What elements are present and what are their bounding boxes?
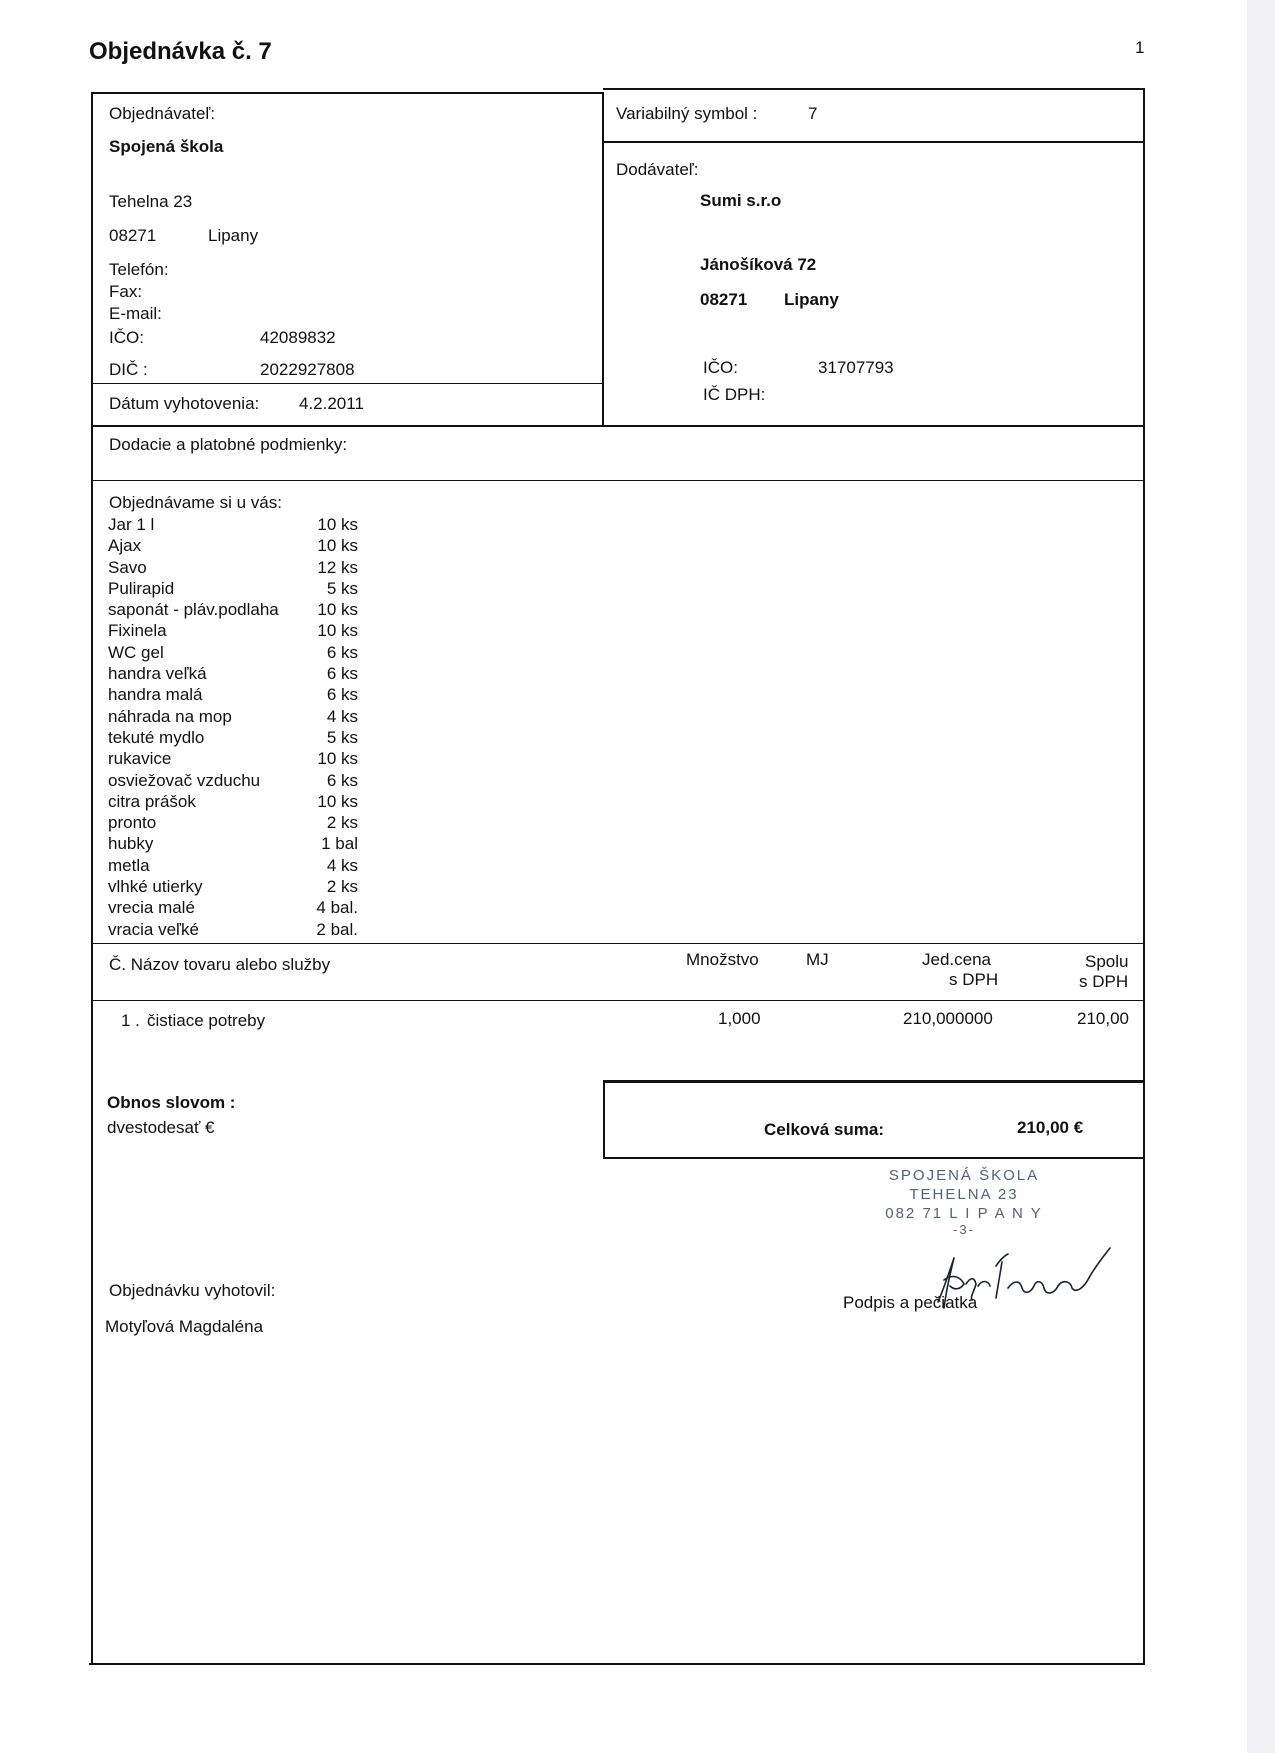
item-qty: 4 ks [326, 706, 358, 726]
item-qty: 6 ks [326, 685, 358, 705]
table-header-top-line [92, 943, 1144, 944]
list-item [108, 919, 358, 940]
supplier-label: Dodávateľ: [616, 160, 699, 179]
table-row-qty: 1,000 [718, 1009, 761, 1028]
total-value: 210,00 € [1017, 1118, 1084, 1137]
list-item [108, 748, 358, 769]
list-item [108, 897, 358, 918]
total-label: Celková suma: [764, 1120, 884, 1139]
list-item [108, 514, 358, 535]
list-item [108, 706, 358, 727]
item-name: vrecia malé [108, 898, 195, 918]
col-qty-header: Množstvo [686, 950, 759, 969]
item-name: pronto [108, 813, 157, 833]
item-name: tekuté mydlo [108, 727, 205, 747]
item-qty: 2 bal. [316, 919, 358, 939]
list-item [108, 876, 358, 897]
stamp-line-4: -3- [953, 1222, 975, 1237]
list-item [108, 557, 358, 578]
item-qty: 6 ks [326, 770, 358, 790]
item-qty: 4 ks [326, 855, 358, 875]
buyer-ico-label: IČO: [109, 328, 144, 347]
terms-label: Dodacie a platobné podmienky: [109, 435, 348, 454]
col-unit-header: MJ [806, 950, 829, 969]
stamp-line-1: SPOJENÁ ŠKOLA [888, 1167, 1040, 1184]
item-qty: 6 ks [326, 664, 358, 684]
list-item [108, 642, 358, 663]
item-name: metla [108, 855, 150, 875]
item-qty: 4 bal. [316, 898, 358, 918]
list-item [108, 684, 358, 705]
buyer-zip: 08271 [109, 226, 157, 245]
company-stamp [852, 1166, 1076, 1237]
col-total-header-2: s DPH [1079, 972, 1129, 991]
item-qty: 2 ks [326, 813, 358, 833]
supplier-ico: 31707793 [818, 358, 894, 377]
table-row-total: 210,00 [1077, 1009, 1129, 1028]
table-row-unit-price: 210,000000 [903, 1009, 993, 1028]
col-price-header-1: Jed.cena [922, 950, 991, 969]
frame-top-left [92, 92, 603, 94]
order-intro: Objednávame si u vás: [109, 493, 282, 512]
buyer-phone-label: Telefón: [109, 260, 169, 279]
item-name: Fixinela [108, 621, 167, 641]
buyer-name: Spojená škola [109, 137, 224, 156]
in-words-value: dvestodesať € [107, 1118, 215, 1137]
supplier-city: Lipany [784, 290, 839, 309]
buyer-email-label: E-mail: [109, 304, 162, 323]
buyer-fax-label: Fax: [109, 282, 143, 301]
table-header-bottom-line [92, 1000, 1144, 1001]
prepared-by-name: Motyľová Magdaléna [105, 1317, 264, 1336]
stamp-line-2: TEHELNA 23 [909, 1186, 1019, 1203]
col-number-name-header: Č. Názov tovaru alebo služby [109, 955, 331, 974]
col-total-header-1: Spolu [1085, 952, 1129, 971]
supplier-icdph-label: IČ DPH: [703, 385, 766, 404]
date-divider [92, 383, 603, 384]
item-name: Ajax [108, 536, 142, 556]
variable-symbol-divider [602, 141, 1144, 143]
item-name: WC gel [108, 642, 164, 662]
stamp-line-3: 082 71 L I P A N Y [885, 1205, 1043, 1222]
item-name: Jar 1 l [108, 515, 155, 534]
frame-bottom [89, 1663, 1144, 1665]
item-qty: 1 bal [321, 834, 358, 854]
document-title: Objednávka č. 7 [89, 38, 272, 65]
variable-symbol-value: 7 [808, 104, 818, 123]
addresses-bottom-divider [92, 425, 1144, 427]
item-qty: 5 ks [326, 727, 358, 747]
item-name: vlhké utierky [108, 877, 203, 897]
prepared-by-label: Objednávku vyhotovil: [109, 1281, 276, 1300]
col-price-header-2: s DPH [949, 970, 999, 989]
page-edge [1247, 0, 1275, 1753]
list-item [108, 599, 358, 620]
page-number: 1 [1135, 38, 1145, 57]
item-name: Pulirapid [108, 578, 175, 598]
item-name: hubky [108, 834, 154, 854]
list-item [108, 770, 358, 791]
supplier-ico-label: IČO: [703, 358, 738, 377]
item-qty: 5 ks [326, 578, 358, 598]
list-item [108, 620, 358, 641]
item-name: citra prášok [108, 791, 196, 811]
list-item [108, 791, 358, 812]
variable-symbol-label: Variabilný symbol : [616, 104, 758, 123]
table-row-name: čistiace potreby [147, 1011, 266, 1030]
frame-right [1143, 88, 1145, 1665]
list-item [108, 833, 358, 854]
item-qty: 10 ks [317, 536, 358, 556]
table-row-number: 1 . [121, 1011, 140, 1030]
item-qty: 10 ks [317, 749, 358, 769]
item-name: osviežovač vzduchu [108, 770, 261, 790]
list-item [108, 535, 358, 556]
signature-label: Podpis a pečiatka [843, 1293, 978, 1312]
buyer-dic-label: DIČ : [109, 360, 148, 379]
item-qty: 6 ks [326, 642, 358, 662]
buyer-city: Lipany [208, 226, 259, 245]
item-qty: 12 ks [317, 557, 358, 577]
terms-bottom-divider [92, 480, 1144, 481]
buyer-street: Tehelna 23 [109, 192, 193, 211]
item-qty: 10 ks [317, 791, 358, 811]
item-name: rukavice [108, 749, 172, 769]
list-item [108, 663, 358, 684]
frame-top-right [603, 88, 1145, 90]
buyer-dic: 2022927808 [260, 360, 355, 379]
list-item [108, 812, 358, 833]
item-name: náhrada na mop [108, 706, 232, 726]
item-qty: 10 ks [317, 621, 358, 641]
supplier-zip: 08271 [700, 290, 748, 309]
item-name: Savo [108, 557, 147, 577]
buyer-ico: 42089832 [260, 328, 336, 347]
item-name: handra malá [108, 685, 203, 705]
buyer-label: Objednávateľ: [109, 104, 216, 123]
list-item [108, 855, 358, 876]
item-qty: 2 ks [326, 877, 358, 897]
list-item [108, 578, 358, 599]
supplier-name: Sumi s.r.o [700, 191, 782, 210]
item-name: saponát - pláv.podlaha [108, 600, 279, 620]
item-qty: 10 ks [317, 515, 358, 534]
supplier-street: Jánošíková 72 [700, 255, 817, 274]
item-name: handra veľká [108, 664, 207, 684]
date-value: 4.2.2011 [299, 394, 364, 413]
date-label: Dátum vyhotovenia: [109, 394, 260, 413]
frame-left [91, 92, 93, 1665]
in-words-label: Obnos slovom : [107, 1093, 236, 1112]
item-name: vracia veľké [108, 919, 199, 939]
list-item [108, 727, 358, 748]
item-qty: 10 ks [317, 600, 358, 620]
order-item-list [108, 514, 358, 940]
